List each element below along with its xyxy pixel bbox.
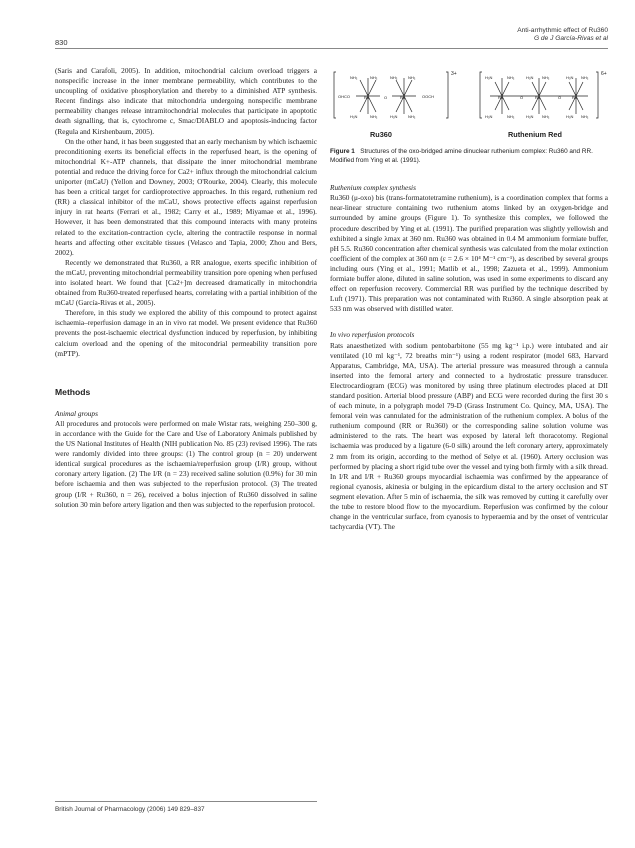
svg-text:H₃N: H₃N: [526, 75, 534, 80]
svg-text:NH₃: NH₃: [408, 75, 416, 80]
figure-caption-text: Structures of the oxo-bridged amine dinuclear ruthenium complex: Ru360 and RR. Modified from Ying et al. (1991).: [330, 148, 593, 164]
svg-text:NH₃: NH₃: [542, 114, 550, 119]
svg-text:NH₃: NH₃: [370, 75, 378, 80]
svg-text:H₃N: H₃N: [566, 75, 574, 80]
page-number: 830: [55, 38, 68, 47]
intro-paragraph-2: On the other hand, it has been suggested that an early mechanism by which ischaemic preconditioning exerts its beneficial effects in the reperfused heart, is the opening of mitochondrial K+-ATP channels, that dissipate the inner mitochondrial membrane potential and reduce the driving force for Ca2+ influx through the mitochondrial calcium uniporter (mCaU) (Yellon and Downey, 2003; O'Rourke, 2004). Clearly, this molecule has been a critical target for cardioprotective approaches. In this regard, ruthenium red (RR) a classical inhibitor of the mCaU, shows protective effects against reperfusion injury in rat hearts (Ferrari et al., 1982; Carry et al., 1989; Miyamae et al., 1996). However, it has been demonstrated that this compound interacts with many proteins related to the excitation-contraction cycle, altering the contractile response in normal hearts and affecting other excitable tissues (Velasco and Tapia, 2000; Zhou and Bers, 2002).: [55, 136, 317, 257]
invivo-paragraph: Rats anaesthetized with sodium pentobarbitone (55 mg kg⁻¹ i.p.) were intubated and air ventilated (10 ml kg⁻¹, 72 breaths min⁻¹) using a rodent respirator (model 683, Harvard Apparatus, Cambridge, MA, USA). The arterial pressure was measured through a cannula inserted into the femoral artery and connected to a hydrostatic pressure transducer. Electrocardiogram (ECG) was monitored by using three platinum electrodes placed at DII standard position. Arterial blood pressure (ABP) and ECG were recorded during the first 30 s of each minute, in a polygraph model 79-D (Grass Instrument Co. Quincy, MA, USA). The femoral vein was cannulated for the administration of the ruthenium complex. A bolus of the ruthenium compound (RR or Ru360) or the corresponding saline solution volume was administered to the rats. The heart was exposed by lateral left thoracotomy. Regional ischaemia was produced by a ligature (6-0 silk) around the left coronary artery, approximately 2 mm from its origin, according to the method of Selye et al. (1960). Artery occlusion was performed by placing a short rigid tube over the vessel and tying both firmly with a silk thread. In I/R and I/R + Ru360 groups myocardial ischaemia was confirmed by the appearance of regional cyanosis, akinesia or bulging in the epicardium distal to the artery occlusion and ST segment elevation. After 5 min of ischaemia, the silk was removed by cutting it carefully over the tube to restore blood flow to the myocardium. Reperfusion was confirmed by the colour change in the ventricular surface, from cyanosis to hyperaemia and by the onset of ventricular tachycardia (VT). The: [330, 340, 608, 532]
animal-groups-subhead: Animal groups: [55, 408, 98, 418]
figure-caption-title: Figure 1: [330, 148, 355, 155]
header-rule: [55, 48, 608, 49]
svg-text:O: O: [384, 95, 388, 100]
svg-text:H₃N: H₃N: [485, 75, 493, 80]
svg-text:H₃N: H₃N: [350, 114, 358, 119]
synthesis-paragraph: Ru360 (μ-oxo) bis (trans-formatotetramine ruthenium), is a coordination complex that forms a near-linear structure containing two ruthenium atoms linked by an oxygen-bridge and surrounded by amine groups (Figure 1). To synthesize this complex, we followed the procedure described by Ying et al. (1991). The purified preparation was slightly yellowish and exhibited a single λmax at 360 nm. Ru360 was obtained in 0.4 M ammonium formiate buffer, pH 5.5. Ru360 concentration after chemical synthesis was calculated from the molar extinction coefficient of the complex at 360 nm (ε = 2.6 × 10⁴ M⁻¹ cm⁻¹), as described by several groups including ours (Ying et al., 1991; Matlib et al., 1998; Zazueta et al., 1999). Ammonium formiate buffer alone, diluted in saline solution, was used in some experiments to discard any effect on reperfusion recovery. Commercial RR was purified by the technique described by Luft (1971). This preparation was not contaminated with Ru360. A single absorption peak at 533 nm was observed with distilled water.: [330, 193, 608, 314]
figure-caption: [330, 148, 608, 165]
figure-1: [330, 66, 608, 144]
svg-text:NH₃: NH₃: [542, 75, 550, 80]
svg-text:Ru: Ru: [364, 95, 370, 100]
intro-paragraph-4: Therefore, in this study we explored the ability of this compound to protect against ischaemia–reperfusion damage in an in vivo rat model. We present evidence that Ru360 prevents the post-ischaemic electrical dysfunction induced by reperfusion, by inhibiting calcium overload and the opening of the mitocondrial permeability transition pore (mPTP).: [55, 308, 317, 358]
journal-footer: British Journal of Pharmacology (2006) 149 829–837: [55, 806, 205, 813]
intro-paragraph-3: Recently we demonstrated that Ru360, a RR analogue, exerts specific inhibition of the mCaU, preventing mitochondrial permeability transition pore opening when perfused into isolated heart. We found that [Ca2+]m decreased dramatically in mitochondria obtained from Ru360-treated reperfused hearts, correlating with a partial inhibition of the mCaU (García-Rivas et al., 2005).: [55, 257, 317, 308]
svg-text:NH₃: NH₃: [370, 114, 378, 119]
svg-text:Ru: Ru: [535, 95, 541, 100]
running-authors: G de J García-Rivas et al: [533, 35, 608, 42]
ruthenium-red-structure-icon: [480, 72, 598, 119]
svg-text:Ru: Ru: [400, 95, 406, 100]
rr-charge: 6+: [601, 71, 607, 77]
svg-text:OOCH: OOCH: [422, 94, 434, 99]
animal-groups-paragraph: All procedures and protocols were performed on male Wistar rats, weighing 250–300 g, in accordance with the Guide for the Care and Use of Laboratory Animals published by the US National Institutes of Health (NIH publication No. 85 (23) revised 1996). The rats were randomly divided into three groups: (1) The control group (n = 20) underwent identical surgical procedures as the ischaemia/reperfusion group (I/R) group, without coronary artery ligation. (2) The I/R (n = 23) received saline solution (0.9%) for 30 min before ischaemia and then was subjected to the reperfusion protocol. (3) The treated group (I/R + Ru360, n = 26), received a bolus injection of Ru360 dissolved in saline solution 30 min before artery ligation and then was subjected to the reperfusion protocol.: [55, 418, 317, 509]
svg-text:Ru: Ru: [498, 95, 504, 100]
svg-text:OHCO: OHCO: [338, 94, 350, 99]
structure-diagrams: [330, 66, 608, 126]
svg-text:NH₃: NH₃: [581, 75, 589, 80]
svg-text:H₃N: H₃N: [485, 114, 493, 119]
ru360-charge: 3+: [451, 71, 457, 77]
methods-heading: Methods: [55, 386, 91, 397]
intro-paragraph-1: (Saris and Carafoli, 2005). In addition, mitochondrial calcium overload triggers a nonspecific increase in the inner membrane permeability, which contributes to the uncoupling of oxidative phosphorylation and thereby to a diminished ATP synthesis. Recent findings also indicate that mitochondria undergoing nonspecific membrane permeability changes release intramitochondrial molecules that participate in apoptotic death signalling, that is, cytochrome c, Smac/DIABLO and apoptosis-inducing factor (Regula and Kirshenbaum, 2005).: [55, 66, 317, 136]
running-title: Anti-arrhythmic effect of Ru360: [517, 27, 608, 34]
svg-text:O: O: [520, 95, 524, 100]
invivo-subhead: In vivo reperfusion protocols: [330, 330, 415, 340]
running-header: [0, 27, 608, 43]
svg-text:NH₃: NH₃: [507, 114, 515, 119]
svg-text:Ru: Ru: [572, 95, 578, 100]
synthesis-subhead: Ruthenium complex synthesis: [330, 183, 416, 193]
svg-text:H₃N: H₃N: [526, 114, 534, 119]
svg-text:NH₃: NH₃: [350, 75, 358, 80]
left-column: [55, 66, 317, 510]
svg-text:NH₃: NH₃: [581, 114, 589, 119]
footer-rule: [55, 801, 317, 802]
ru360-label: Ru360: [370, 130, 392, 139]
svg-text:H₃N: H₃N: [390, 114, 398, 119]
ru360-structure-icon: [334, 72, 448, 119]
right-column: [330, 66, 608, 532]
svg-text:NH₃: NH₃: [507, 75, 515, 80]
svg-text:H₃N: H₃N: [566, 114, 574, 119]
ruthenium-red-label: Ruthenium Red: [508, 130, 562, 139]
svg-text:NH₃: NH₃: [408, 114, 416, 119]
svg-text:O: O: [558, 95, 562, 100]
svg-text:NH₃: NH₃: [390, 75, 398, 80]
